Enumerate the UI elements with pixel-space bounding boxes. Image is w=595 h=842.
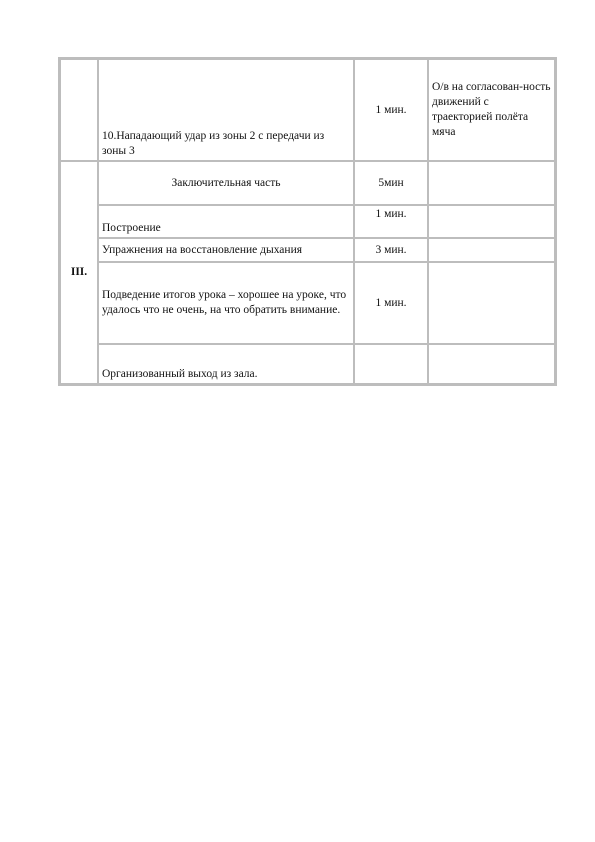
section-numeral: III. [60, 161, 98, 384]
exercise-cell: Организованный выход из зала. [98, 344, 354, 384]
time-cell: 3 мин. [354, 238, 428, 262]
exercise-cell: 10.Нападающий удар из зоны 2 с передачи из зоны 3 [98, 59, 354, 161]
table-row [60, 344, 555, 384]
time-cell: 1 мин. [354, 205, 428, 238]
time-cell: 5мин [354, 161, 428, 205]
lesson-plan-table [58, 57, 557, 386]
exercise-cell: Подведение итогов урока – хорошее на уроке, что удалось что не очень, на что обратить внимание. [98, 262, 354, 344]
time-cell: 1 мин. [354, 262, 428, 344]
notes-cell [428, 238, 555, 262]
section-cell-empty [60, 59, 98, 161]
table-row [60, 205, 555, 238]
notes-cell [428, 262, 555, 344]
exercise-cell: Построение [98, 205, 354, 238]
table-row [60, 59, 555, 161]
notes-cell [428, 344, 555, 384]
exercise-cell: Упражнения на восстановление дыхания [98, 238, 354, 262]
time-cell: 1 мин. [354, 59, 428, 161]
section-heading: Заключительная часть [98, 161, 354, 205]
table-row [60, 262, 555, 344]
notes-cell [428, 161, 555, 205]
time-cell [354, 344, 428, 384]
notes-cell: О/в на согласован-ность движений с траекторией полёта мяча [428, 59, 555, 161]
table-row [60, 238, 555, 262]
table-row [60, 161, 555, 205]
notes-cell [428, 205, 555, 238]
